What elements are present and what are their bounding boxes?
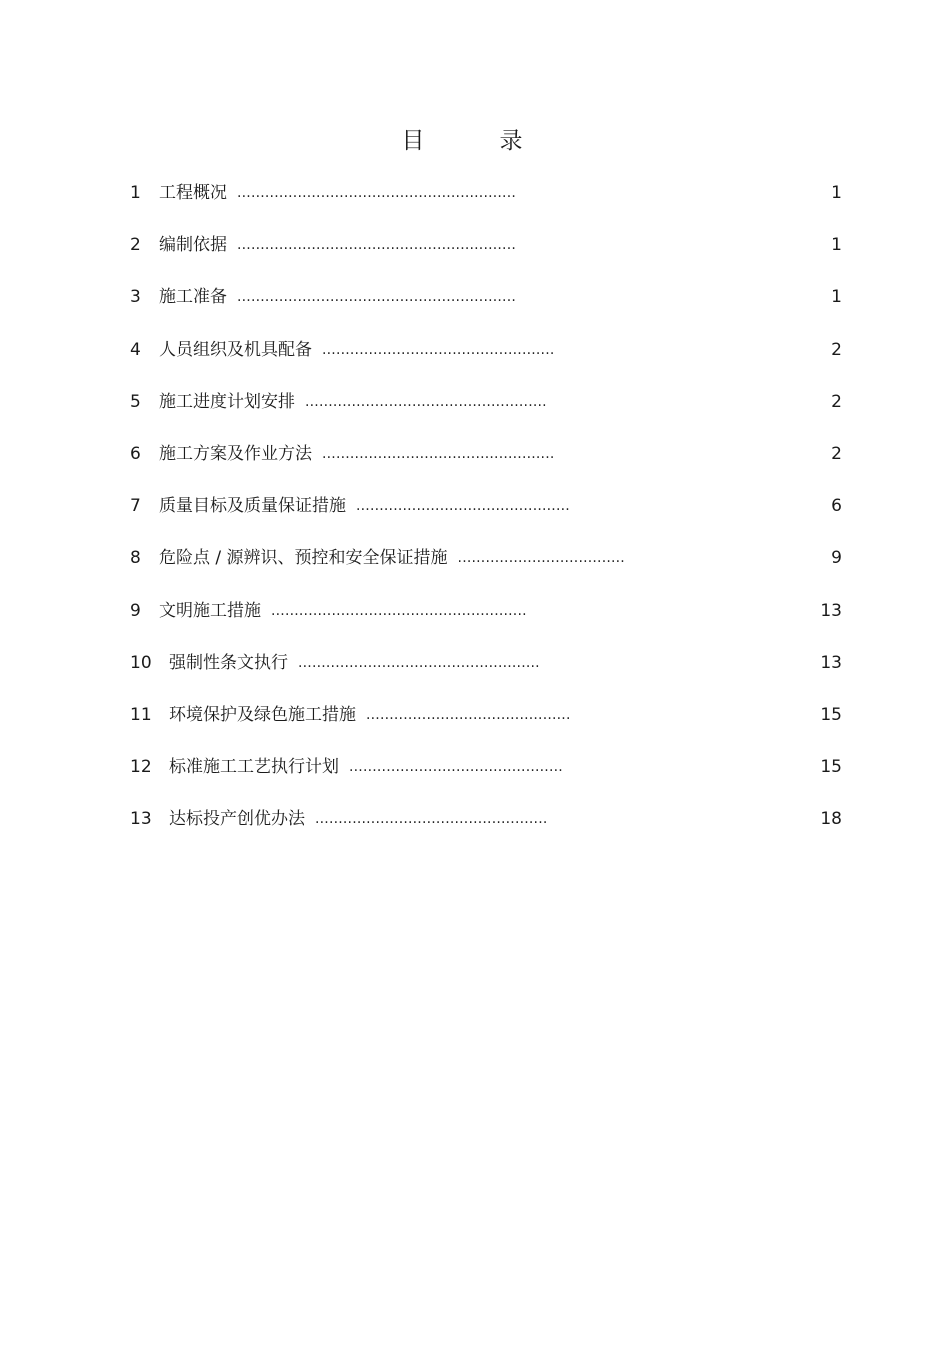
- toc-entry-page: 13: [820, 600, 842, 621]
- toc-entry-leader: ............................................................: [237, 237, 517, 254]
- toc-entry-leader: ..................................................: [322, 445, 555, 462]
- toc-entry-leader: ....................................: [457, 550, 625, 567]
- toc-entry-leader: .......................................................: [271, 602, 527, 619]
- toc-entry-number: 12: [130, 757, 152, 778]
- toc-entry-title: 达标投产创优办法: [169, 809, 305, 830]
- toc-entry-title: 标准施工工艺执行计划: [169, 757, 339, 778]
- toc-entry[interactable]: [130, 233, 842, 285]
- toc-entry-number: 8: [130, 548, 141, 569]
- toc-entry-title: 施工方案及作业方法: [159, 443, 312, 464]
- toc-entry-title: 施工准备: [159, 287, 227, 308]
- toc-entry-number: 1: [130, 183, 141, 203]
- toc-entry[interactable]: [130, 181, 842, 233]
- toc-entry-title: 施工进度计划安排: [159, 391, 295, 412]
- toc-entry-number: 7: [130, 496, 141, 517]
- toc-entry-page: 15: [820, 757, 842, 778]
- toc-entry-number: 10: [130, 652, 152, 673]
- toc-entry-title: 强制性条文执行: [169, 652, 288, 673]
- toc-entry-number: 13: [130, 809, 152, 830]
- toc-entry-number: 2: [130, 235, 141, 256]
- toc-entry-title: 质量目标及质量保证措施: [159, 496, 346, 517]
- toc-entry-page: 2: [831, 391, 842, 412]
- toc-entry[interactable]: [130, 807, 842, 859]
- toc-entry[interactable]: [130, 599, 842, 651]
- toc-entry-leader: ..............................................: [356, 498, 570, 515]
- toc-entry[interactable]: [130, 546, 842, 598]
- toc-title: 目 录: [401, 128, 549, 154]
- toc-entry[interactable]: [130, 651, 842, 703]
- toc-entry[interactable]: [130, 338, 842, 390]
- toc-entry-leader: ............................................................: [237, 185, 517, 201]
- toc-entry[interactable]: [130, 442, 842, 494]
- toc-entry-title: 环境保护及绿色施工措施: [169, 704, 356, 725]
- toc-entry-number: 3: [130, 287, 141, 308]
- toc-entry-title: 文明施工措施: [159, 600, 261, 621]
- toc-entry-page: 2: [831, 443, 842, 464]
- toc-entry-page: 1: [831, 183, 842, 203]
- toc-entry[interactable]: [130, 755, 842, 807]
- toc-entry-leader: ..................................................: [322, 341, 555, 358]
- toc-entry[interactable]: [130, 390, 842, 442]
- toc-entry-page: 18: [820, 809, 842, 830]
- toc-entry-leader: ....................................................: [305, 393, 547, 410]
- toc-entry-title: 工程概况: [159, 183, 227, 203]
- toc-entry-page: 2: [831, 339, 842, 360]
- toc-entry-page: 6: [831, 496, 842, 517]
- toc-entry-leader: ....................................................: [298, 654, 540, 671]
- toc-entry-page: 13: [820, 652, 842, 673]
- toc-entry-leader: ............................................................: [237, 289, 517, 306]
- toc-entry-number: 9: [130, 600, 141, 621]
- toc-entry-title: 危险点 / 源辨识、预控和安全保证措施: [159, 548, 448, 569]
- toc-entry-page: 1: [831, 287, 842, 308]
- toc-entry-page: 1: [831, 235, 842, 256]
- toc-entry-title: 人员组织及机具配备: [159, 339, 312, 360]
- toc-entry-page: 15: [820, 704, 842, 725]
- toc-entry-number: 4: [130, 339, 141, 360]
- toc-entry[interactable]: [130, 285, 842, 337]
- toc-entry-title: 编制依据: [159, 235, 227, 256]
- toc-entry-leader: ..............................................: [349, 759, 563, 776]
- toc-entry[interactable]: [130, 703, 842, 755]
- toc-entry-page: 9: [831, 548, 842, 569]
- toc-entry-number: 6: [130, 443, 141, 464]
- toc-list: [130, 181, 842, 859]
- toc-entry[interactable]: [130, 494, 842, 546]
- toc-entry-leader: ..................................................: [315, 811, 548, 828]
- toc-entry-number: 11: [130, 704, 152, 725]
- toc-entry-number: 5: [130, 391, 141, 412]
- toc-entry-leader: ............................................: [366, 706, 571, 723]
